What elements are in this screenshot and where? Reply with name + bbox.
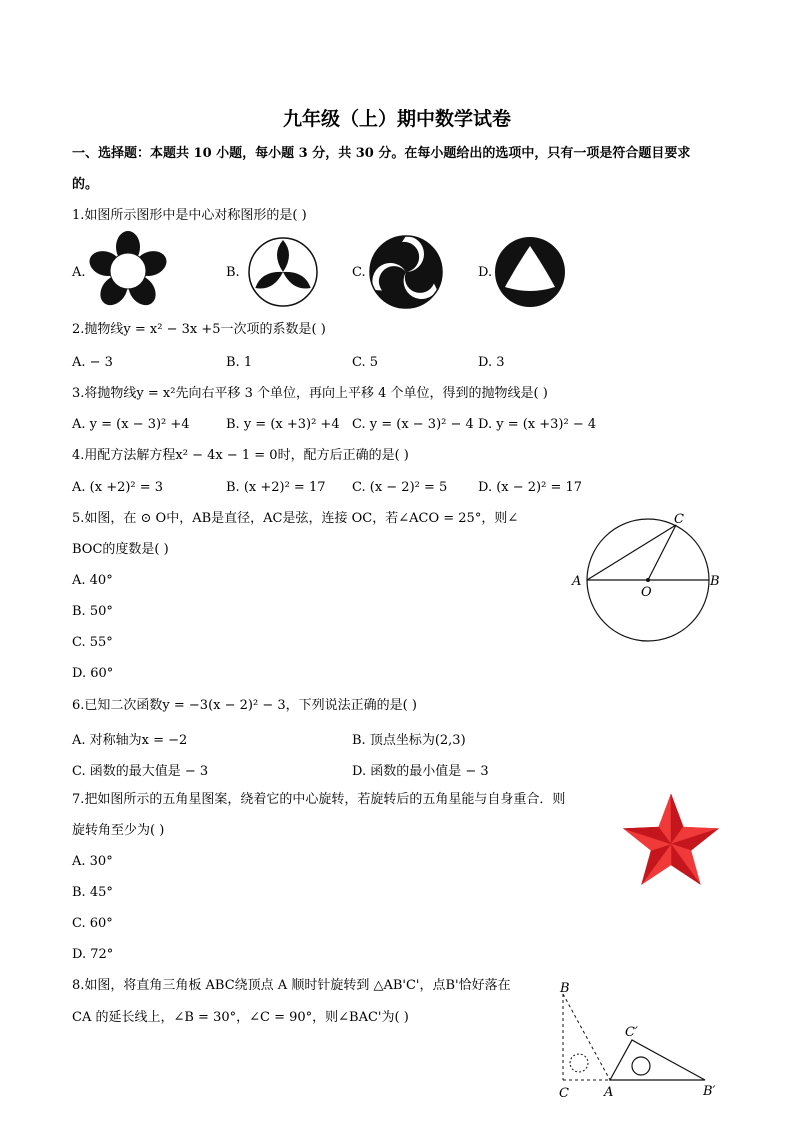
question-1-option-d-label: D. <box>478 265 493 280</box>
question-1-stem: 1.如图所示图形中是中心对称图形的是( ) <box>72 208 307 223</box>
question-5-option-a: A. 40° <box>72 573 113 588</box>
question-7-stem-line1: 7.把如图所示的五角星图案，绕着它的中心旋转，若旋转后的五角星能与自身重合．则 <box>72 792 566 807</box>
question-4-option-a: A. (x +2)² = 3 <box>72 480 164 495</box>
section-instructions-line1: 一、选择题：本题共 10 小题，每小题 3 分，共 30 分。在每小题给出的选项中，只有一项是符合题目要求 <box>72 146 691 161</box>
point-b-label: B <box>710 574 720 589</box>
question-3-stem: 3.将抛物线y = x²先向右平移 3 个单位，再向上平移 4 个单位，得到的抛物线是( ) <box>72 386 548 401</box>
circle-diameter-figure <box>570 510 730 645</box>
three-leaf-circle-figure <box>246 235 320 309</box>
point-o-label: O <box>641 585 652 600</box>
point-b-label: B <box>560 981 570 996</box>
triangle-in-circle-figure <box>493 235 567 309</box>
question-3-option-a: A. y = (x − 3)² +4 <box>72 417 190 432</box>
question-2-option-b: B. 1 <box>226 355 253 370</box>
question-8-stem-line1: 8.如图，将直角三角板 ABC绕顶点 A 顺时针旋转到 △AB'C'，点B'恰好落在 <box>72 978 511 993</box>
question-6-option-c: C. 函数的最大值是 − 3 <box>72 764 209 779</box>
question-5-stem-line2: BOC的度数是( ) <box>72 542 169 557</box>
question-2-stem: 2.抛物线y = x² − 3x +5一次项的系数是( ) <box>72 322 326 337</box>
question-3-option-b: B. y = (x +3)² +4 <box>226 417 340 432</box>
question-1-option-b-label: B. <box>226 265 240 280</box>
question-5-stem-line1: 5.如图，在 ⊙ O中，AB是直径，AC是弦，连接 OC，若∠ACO = 25°，则∠ <box>72 511 519 526</box>
point-a-label: A <box>604 1085 614 1100</box>
page-title: 九年级（上）期中数学试卷 <box>282 108 511 130</box>
question-4-stem: 4.用配方法解方程x² − 4x − 1 = 0时，配方后正确的是( ) <box>72 448 409 463</box>
question-7-stem-line2: 旋转角至少为( ) <box>72 823 165 838</box>
question-6-stem: 6.已知二次函数y = −3(x − 2)² − 3，下列说法正确的是( ) <box>72 698 417 713</box>
section-instructions-line2: 的。 <box>72 177 99 192</box>
question-2-option-d: D. 3 <box>478 355 505 370</box>
question-7-option-a: A. 30° <box>72 854 113 869</box>
point-c-label: C <box>674 512 684 527</box>
question-7-option-d: D. 72° <box>72 947 114 962</box>
question-7-option-c: C. 60° <box>72 916 113 931</box>
question-3-option-c: C. y = (x − 3)² − 4 <box>352 417 474 432</box>
question-5-option-b: B. 50° <box>72 604 113 619</box>
question-5-option-d: D. 60° <box>72 666 114 681</box>
question-3-option-d: D. y = (x +3)² − 4 <box>478 417 597 432</box>
point-c-label: C <box>559 1086 569 1101</box>
question-4-option-b: B. (x +2)² = 17 <box>226 480 326 495</box>
point-a-label: A <box>572 574 582 589</box>
question-2-option-c: C. 5 <box>352 355 379 370</box>
triple-swirl-figure <box>368 234 444 310</box>
question-8-stem-line2: CA 的延长线上，∠B = 30°，∠C = 90°，则∠BAC'为( ) <box>72 1010 409 1025</box>
question-2-option-a: A. − 3 <box>72 355 113 370</box>
question-6-option-b: B. 顶点坐标为(2,3) <box>352 733 466 748</box>
question-1-option-a-label: A. <box>72 265 86 280</box>
question-4-option-c: C. (x − 2)² = 5 <box>352 480 448 495</box>
red-star-figure <box>620 792 722 888</box>
question-6-option-a: A. 对称轴为x = −2 <box>72 733 188 748</box>
question-6-option-d: D. 函数的最小值是 − 3 <box>352 764 489 779</box>
question-4-option-d: D. (x − 2)² = 17 <box>478 480 583 495</box>
question-5-option-c: C. 55° <box>72 635 113 650</box>
question-1-option-c-label: C. <box>352 265 366 280</box>
point-c-prime-label: C′ <box>625 1025 638 1040</box>
question-7-option-b: B. 45° <box>72 885 113 900</box>
point-b-prime-label: B′ <box>703 1084 716 1099</box>
rotated-triangle-figure <box>555 978 725 1103</box>
flower-figure <box>87 233 169 309</box>
